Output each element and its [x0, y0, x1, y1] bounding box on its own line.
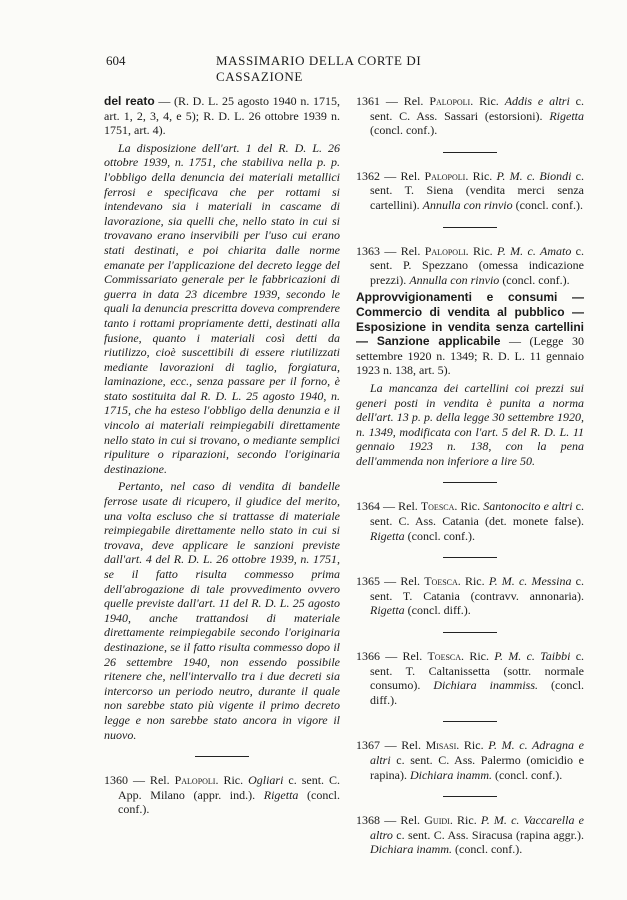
- ric-label: Ric.: [479, 94, 499, 108]
- intro-citation: [104, 94, 340, 138]
- appellant: P. M. c. Amato: [497, 243, 572, 258]
- massima-paragraph: La mancanza dei cartellini coi prezzi sui generi posti in vendita è punita a norma dell'art. 13 p. p. della legge 30 settembre 1920, n. 1349, modificata con l'art. 5 del R. D. L. 11 gennaio 1923 n. 138, con la pena dell'ammenda non inferiore a lire 50.: [356, 380, 584, 468]
- entry-number: 1360: [104, 773, 128, 788]
- topic-heading: [356, 290, 584, 378]
- conclusion: (concl. diff.).: [370, 678, 585, 707]
- separator-rule: [443, 721, 497, 722]
- running-title: MASSIMARIO DELLA CORTE DI CASSAZIONE: [216, 53, 422, 84]
- appellant: P. M. c. Adragna e altri: [370, 738, 585, 767]
- right-column: [356, 94, 584, 860]
- entry-1367: 1367 — Rel. Misasi. Ric. P. M. c. Adragna e altri c. sent. C. Ass. Palermo (omicidio e rapina). Dichiara inamm. (concl. conf.).: [356, 738, 585, 782]
- ric-label: Ric.: [472, 168, 493, 183]
- appellant: Addis e altri: [504, 94, 570, 108]
- outcome: Rigetta: [370, 603, 405, 618]
- entry-number: 1366: [356, 649, 380, 664]
- conclusion: (concl. conf.).: [455, 842, 523, 857]
- conclusion: (concl. diff.).: [407, 603, 471, 618]
- outcome: Annulla con rinvio: [422, 197, 513, 212]
- rapporteur: Palopoli: [424, 243, 466, 258]
- outcome: Rigetta: [263, 787, 299, 802]
- ric-label: Ric.: [460, 499, 481, 514]
- rapporteur: Palopoli: [424, 168, 466, 183]
- court-detail: c. sent. C. Ass. Siracusa (rapina aggr.).: [392, 827, 584, 842]
- rapporteur: Toesca: [427, 649, 462, 664]
- appellant: P. M. c. Messina: [488, 574, 572, 589]
- appellant: P. M. c. Taibbi: [494, 649, 571, 664]
- outcome: Rigetta: [549, 108, 584, 123]
- court-detail: c. sent. T. Caltanissetta (sottr. normale consumo).: [370, 649, 585, 693]
- conclusion: (concl. conf.).: [407, 528, 475, 543]
- ric-label: Ric.: [463, 738, 484, 753]
- appellant: Santonocito e altri: [483, 499, 573, 514]
- ric-label: Ric.: [469, 649, 489, 664]
- entry-number: 1363: [356, 243, 380, 258]
- rapporteur: Toesca: [420, 499, 455, 514]
- outcome: Annulla con rinvio: [409, 272, 500, 287]
- entry-number: 1368: [356, 813, 380, 828]
- rapporteur: Toesca: [424, 574, 458, 589]
- ric-label: Ric.: [473, 243, 493, 258]
- appellant: P. M. c. Biondi: [496, 168, 572, 183]
- intro-rest: — (R. D. L. 25 agosto 1940 n. 1715, art. 1, 2, 3, 4, e 5); R. D. L. 26 ottobre 1939 n. 1751, art. 4).: [104, 94, 341, 138]
- ric-label: Ric.: [457, 813, 477, 828]
- court-detail: c. sent. C. Ass. Sassari (estorsioni).: [370, 94, 585, 123]
- entry-number: 1365: [356, 574, 380, 589]
- entry-1361: 1361 — Rel. Palopoli. Ric. Addis e altri c. sent. C. Ass. Sassari (estorsioni). Rigetta (concl. conf.).: [356, 94, 585, 138]
- rapporteur: Guidi: [424, 813, 450, 828]
- appellant: P. M. c. Vaccarella e altro: [370, 813, 585, 842]
- separator-rule: [443, 796, 497, 797]
- entry-1360: 1360 — Rel. Palopoli. Ric. Ogliari c. sent. C. App. Milano (appr. ind.). Rigetta (concl. conf.).: [104, 773, 341, 817]
- entry-number: 1367: [356, 738, 380, 753]
- conclusion: (concl. conf.).: [515, 197, 583, 212]
- separator-rule: [195, 756, 249, 757]
- outcome: Dichiara inammiss.: [433, 678, 539, 693]
- separator-rule: [443, 482, 497, 483]
- court-detail: c. sent. C. Ass. Palermo (omicidio e rapina).: [370, 753, 584, 782]
- left-column: [104, 94, 340, 820]
- entry-1364: 1364 — Rel. Toesca. Ric. Santonocito e altri c. sent. C. Ass. Catania (det. monete false). Rigetta (concl. conf.).: [356, 499, 585, 543]
- court-detail: c. sent. T. Catania (contravv. annonaria).: [370, 574, 584, 603]
- entry-1365: 1365 — Rel. Toesca. Ric. P. M. c. Messina c. sent. T. Catania (contravv. annonaria). Rigetta (concl. diff.).: [356, 574, 584, 618]
- heading-bold: Approvvigionamenti e consumi — Commercio di vendita al pubblico — Esposizione in vendita senza cartellini — Sanzione applicabile: [356, 290, 584, 349]
- conclusion: (concl. conf.).: [118, 787, 341, 817]
- entry-1363: 1363 — Rel. Palopoli. Ric. P. M. c. Amato c. sent. P. Spezzano (omessa indicazione prezzi). Annulla con rinvio (concl. conf.).: [356, 243, 585, 287]
- appellant: Ogliari: [248, 773, 284, 788]
- rapporteur: Misasi: [425, 738, 457, 753]
- ric-label: Ric.: [464, 574, 485, 589]
- entry-1366: 1366 — Rel. Toesca. Ric. P. M. c. Taibbi c. sent. T. Caltanissetta (sottr. normale consumo). Dichiara inammiss. (concl. diff.).: [356, 649, 585, 707]
- rapporteur: Palopoli: [174, 773, 216, 788]
- conclusion: (concl. conf.).: [502, 272, 570, 287]
- outcome: Rigetta: [370, 528, 405, 543]
- outcome: Dichiara inamm.: [409, 767, 492, 782]
- separator-rule: [443, 227, 497, 228]
- page-header: [106, 53, 489, 84]
- court-detail: c. sent. P. Spezzano (omessa indicazione prezzi).: [370, 243, 585, 287]
- rapporteur: Palopoli: [429, 94, 471, 108]
- separator-rule: [443, 557, 497, 558]
- heading-citation: — (Legge 30 settembre 1920 n. 1349; R. D. L. 11 gennaio 1923 n. 138, art. 5).: [356, 334, 584, 378]
- court-detail: c. sent. C. Ass. Catania (det. monete false).: [370, 499, 585, 529]
- intro-lead: del reato: [104, 94, 155, 108]
- entry-1362: 1362 — Rel. Palopoli. Ric. P. M. c. Biondi c. sent. T. Siena (vendita merci senza cartellini). Annulla con rinvio (concl. conf.).: [356, 168, 585, 212]
- court-detail: c. sent. T. Siena (vendita merci senza cartellini).: [370, 168, 585, 212]
- massima-paragraph-2: Pertanto, nel caso di vendita di bandelle ferrose usate di ricupero, il giudice del merito, una volta escluso che si trattasse di materiale reimpiegabile direttamente nello stato in cui si trovava, deve applicare le sanzioni previste dall'art. 4 del R. D. L. 26 ottobre 1939, n. 1751, se il fatto risulta commesso prima dell'abrogazione di tale provvedimento ovvero quelle previste dall'art. 11 del R. D. L. 25 agosto 1940, anche trattandosi di materiale direttamente reimpiegabile secondo l'originaria destinazione, se il fatto risulta commesso dopo il 26 settembre 1940, non essendo possibile ritenere che, nell'intervallo tra i due decreti sia intercorso un periodo neutro, durante il quale non sarebbe stato più vigente il primo decreto legge e non sarebbe stato ancora in vigore il nuovo.: [104, 479, 340, 742]
- massima-paragraph-1: La disposizione dell'art. 1 del R. D. L. 26 ottobre 1939, n. 1751, che stabiliva nella p. p. l'obbligo della denuncia dei materiali metallici ferrosi e specificava che per rottami si intendevano sia i materiali in cascame di lavorazione, sia quelli che, nello stato in cui si trovavano erano inservibili per l'uso cui erano stati destinati, e poi chiarita dalle norme emanate per l'applicazione del decreto legge del Commissariato generale per le fabbricazioni di guerra in data 23 dicembre 1939, secondo le quali la denuncia prescritta doveva comprendere tanto i rottami propriamente detti, destinati alla fusione, quanto i materiali così detti da riutilizzo, cioè suscettibili di essere riutilizzati mediante lavorazioni di taglio, forgiatura, laminazione, ecc., senza passare per il forno, è stato sostituita dal R. D. L. 25 agosto 1940, n. 1715, che ha esteso l'obbligo della denunzia e il vincolo ai materiali reimpiegabili direttamente nello stato in cui si trovano, o mediante semplici ripuliture o riparazioni, secondo l'originaria destinazione.: [104, 140, 340, 476]
- entry-number: 1361: [356, 94, 380, 108]
- separator-rule: [443, 152, 497, 153]
- entry-1368: 1368 — Rel. Guidi. Ric. P. M. c. Vaccarella e altro c. sent. C. Ass. Siracusa (rapina aggr.). Dichiara inamm. (concl. conf.).: [356, 813, 585, 857]
- outcome: Dichiara inamm.: [370, 842, 452, 857]
- ric-label: Ric.: [223, 773, 244, 788]
- court-detail: c. sent. C. App. Milano (appr. ind.).: [118, 773, 340, 802]
- conclusion: (concl. conf.).: [494, 767, 563, 782]
- separator-rule: [443, 632, 497, 633]
- page-number: 604: [106, 53, 126, 68]
- entry-number: 1362: [356, 168, 380, 183]
- conclusion: (concl. conf.).: [370, 123, 438, 138]
- entry-number: 1364: [356, 499, 380, 514]
